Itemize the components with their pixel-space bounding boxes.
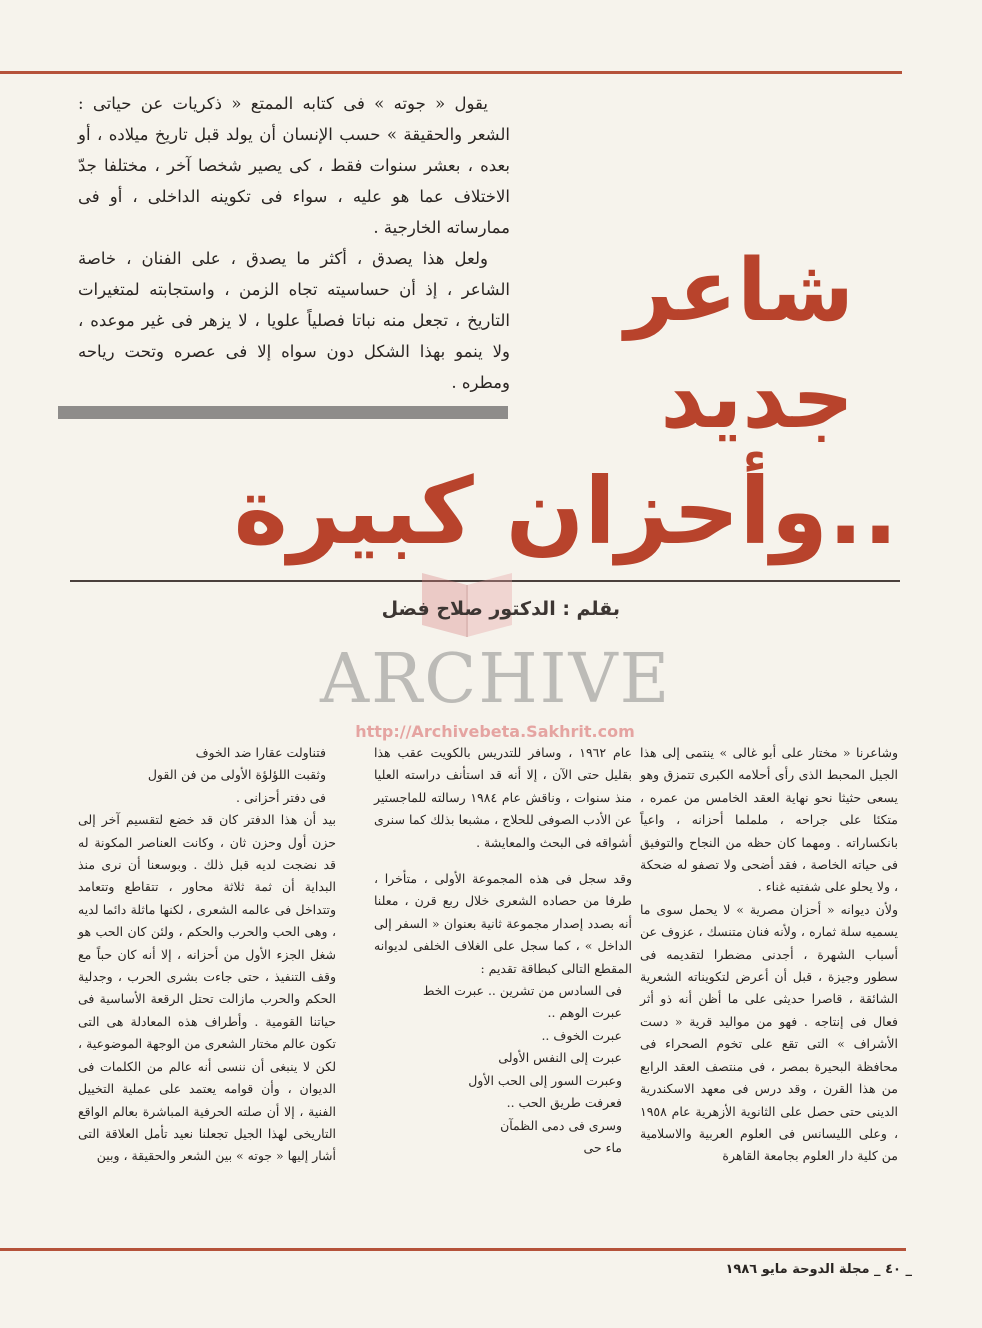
column-right-paragraph-1: وشاعرنا « مختار على أبو غالى » ينتمى إلى هذا الجيل المحبط الذى رأى أحلامه الكبرى تتمزق وهو يسعى حثيثا نحو نهاية العقد الخامس من عمره ، متكئا على جراحه ، ململما أحزانه ، واعياً بانكساراته . ومهما كان حظه من النجاح والتوفيق فى حياته الخاصة ، فقد أضحى ولا تصفو له ضحكة ، ولا يحلو على شفتيه غناء .: [640, 745, 898, 895]
poem-line: عبرت الخوف ..: [541, 1027, 622, 1043]
column-middle: [374, 742, 632, 1159]
poem-line: فعرفت طريق الحب ..: [506, 1095, 622, 1111]
column-middle-paragraph-2: وقد سجل فى هذه المجموعة الأولى ، متأخرا ، طرفا من حصاده الشعرى خلال ربع قرن ، معلنا أنه بصدد إصدار مجموعة ثانية بعنوان « السفر إلى الداخل » ، كما سجل على الغلاف الخلفى لديوانه المقطع التالى كبطاقة تقديم :: [374, 871, 632, 976]
intro-paragraph-1: يقول « جوته » فى كتابه الممتع « ذكريات عن حياتى : الشعر والحقيقة » حسب الإنسان أن يولد قبل تاريخ ميلاده ، أو بعده ، بعشر سنوات فقط ، كى يصير شخصا آخر ، مختلفا جدّ الاختلاف عما هو عليه ، سواء فى تكوينه الداخلى ، أو فى ممارساته الخارجية .: [78, 94, 510, 237]
poem-line: فتناولت عقارا ضد الخوف: [195, 745, 326, 760]
column-right-paragraph-2: ولأن ديوانه « أحزان مصرية » لا يحمل سوى ما يسميه سلة ثماره ، ولأنه فنان متنسك ، عزوف عن أسباب الشهرة ، أجدنى مضطرا لتقديمه فى سطور وجيزة ، قبل أن أعرض لتكويناته الشعرية الشائقة ، قاصرا حديثى على ما أظن أنه ذو أثر فعال فى إنتاجه . فهو من مواليد قرية « دست الأشراف » التى تقع على تخوم الصحراء فى محافظة البحيرة بمصر ، فى منتصف العقد الرابع من هذا القرن ، وقد درس فى معهد الاسكندرية الدينى حتى حصل على الثانوية الأزهرية عام ١٩٥٨ ، وعلى الليسانس فى العلوم العربية والاسلامية من كلية دار العلوم بجامعة القاهرة: [640, 901, 898, 1164]
poem-line: فى دفتر أحزانى .: [236, 789, 326, 805]
poem-line: فى السادس من تشرين .. عبرت الخط: [422, 983, 622, 999]
article-title-line-1: شاعر: [624, 241, 854, 341]
poem-line: وعبرت السور إلى الحب الأول: [468, 1072, 622, 1088]
intro-separator-bar: [58, 406, 508, 419]
poem-line: وثقبت اللؤلؤة الأولى من فن القول: [147, 767, 326, 783]
column-middle-paragraph-1: عام ١٩٦٢ ، وسافر للتدريس بالكويت عقب هذا بقليل حتى الآن ، إلا أنه قد استأنف دراسته العليا منذ سنوات ، وناقش عام ١٩٨٤ رسالته للماجستير عن الأدب الصوفى للحلاج ، مشبعا بذلك كما سنرى أشواقه فى البحث والمعايشة .: [374, 745, 632, 850]
column-right: [640, 742, 898, 1168]
article-title-line-2: جديد: [660, 348, 854, 448]
intro-paragraph-2: ولعل هذا يصدق ، أكثر ما يصدق ، على الفنان ، خاصة الشاعر ، إذ أن حساسيته تجاه الزمن ، واستجابته لمتغيرات التاريخ ، تجعل منه نباتا فصلياً علويا ، لا يزهر فى غير موعده ، ولا ينمو بهذا الشكل دون سواه إلا فى عصره وتحت رياحه ومطره .: [78, 249, 510, 392]
column-left-paragraph: بيد أن هذا الدفتر كان قد خضع لتقسيم آخر إلى حزن أول وحزن ثان ، وكانت العناصر المكونة له قد نضجت لديه قبل ذلك . وبوسعنا أن نرى منذ البداية أن ثمة ثلاثة محاور ، تتقاطع وتتعامد وتتداخل فى عالمه الشعرى ، لكنها ماثلة دائما لديه ، وهى الحب والحرب والحكم ، ولئن كان الحب هو شغل الجزء الأول من أحزانه ، إلا أنه كان حباً مع وقف التنفيذ ، حتى جاءت بشرى الحرب ، وجدلية الحكم والحرب مازالت تحتل الرقعة الأساسية فى حياتنا القومية . وأطراف هذه المعادلة هى التى تكون عالم مختار الشعرى من الوجهة الموضوعية ، لكن لا ينبغى أن ننسى أنه عالم من الكلمات فى الديوان ، وأن قوامه يعتمد على عملية التخييل الفنية ، إلا أن صلته الحرفية المباشرة بعالم الواقع التاريخى لهذا الجيل تجعلنا نعيد تأمل العلاقة التى أشار إليها « جوته » بين الشعر والحقيقة ، وبين: [78, 812, 336, 1164]
poem-continuation: [78, 742, 336, 809]
page-footer: _ ٤٠ _ مجلة الدوحة مايو ١٩٨٦: [725, 1262, 912, 1277]
article-title-line-3: ..وأحزان كبيرة: [233, 458, 898, 565]
poem-excerpt: [374, 980, 632, 1159]
article-byline: بقلم : الدكتور صلاح فضل: [381, 598, 620, 620]
column-left: [78, 742, 336, 1168]
archive-watermark-url: http://Archivebeta.Sakhrit.com: [355, 722, 635, 741]
poem-line: وسرى فى دمى الظمآن: [500, 1117, 622, 1133]
poem-line: ماء حى: [583, 1139, 622, 1155]
archive-watermark: ARCHIVE: [320, 640, 672, 719]
top-rule: [0, 71, 902, 74]
poem-line: عبرت الوهم ..: [547, 1005, 622, 1021]
bottom-rule: [0, 1248, 906, 1251]
article-intro: [78, 88, 510, 398]
poem-line: عبرت إلى النفس الأولى: [498, 1050, 622, 1066]
